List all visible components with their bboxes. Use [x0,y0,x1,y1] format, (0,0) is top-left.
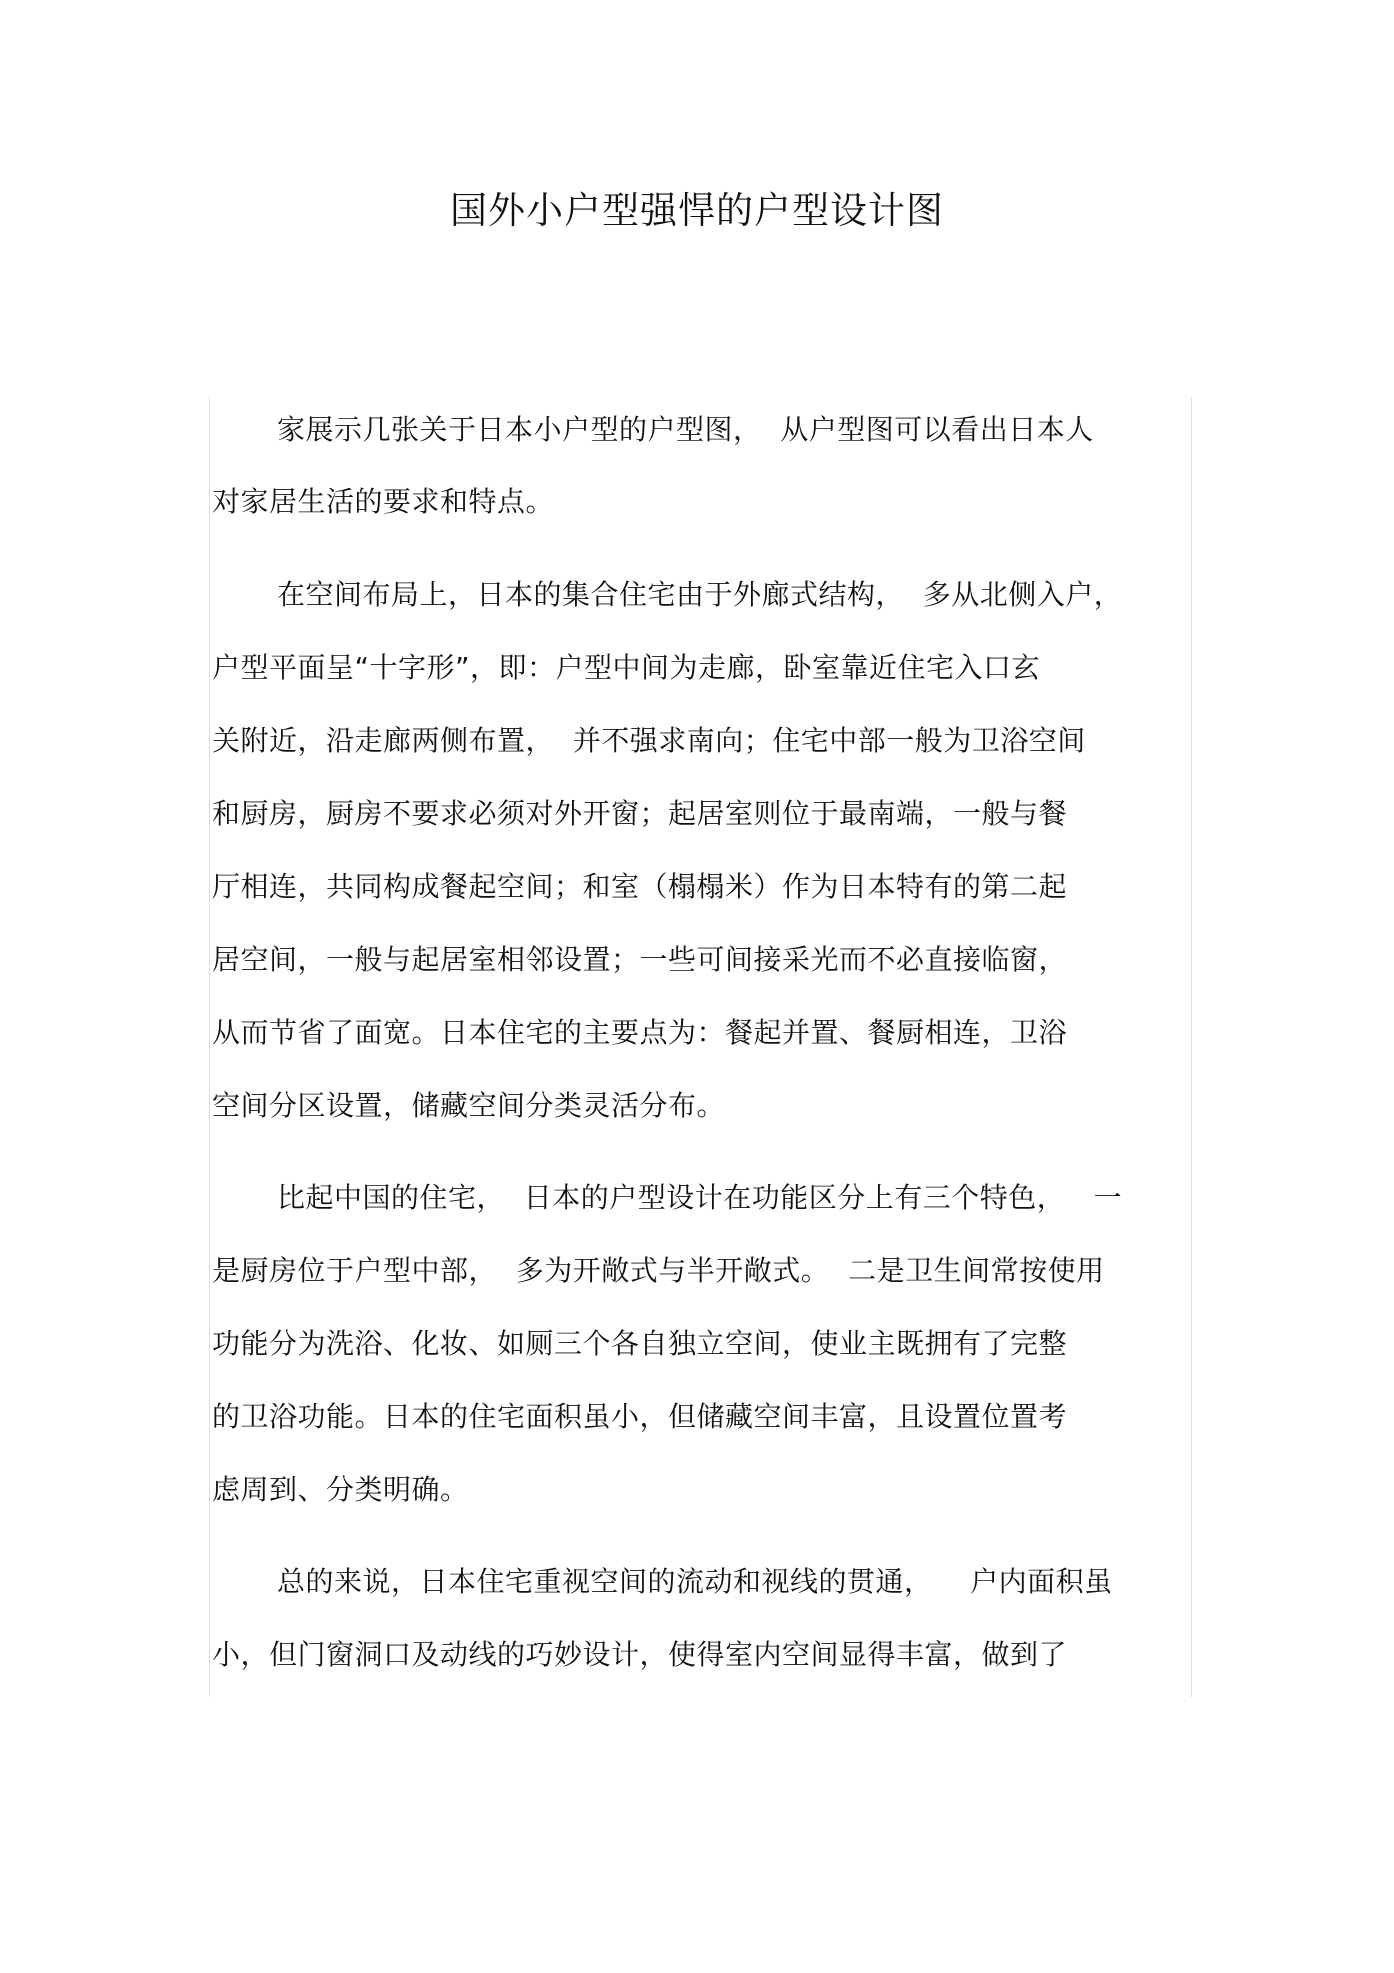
paragraph-2-line-2: 户型平面呈“十字形”，即：户型中间为走廊，卧室靠近住宅入口玄 [212,651,1041,684]
paragraph-1-line-1: 家展示几张关于日本小户型的户型图， 从户型图可以看出日本人 [277,413,1094,446]
paragraph-1-line-2: 对家居生活的要求和特点。 [212,485,555,518]
paragraph-2-line-8: 空间分区设置，储藏空间分类灵活分布。 [212,1089,726,1122]
document-title: 国外小户型强悍的户型设计图 [450,189,944,232]
paragraph-2-line-3: 关附近，沿走廊两侧布置， 并不强求南向；住宅中部一般为卫浴空间 [212,724,1086,757]
paragraph-2-line-5: 厅相连，共同构成餐起空间；和室（榻榻米）作为日本特有的第二起 [212,870,1068,903]
paragraph-2-line-7: 从而节省了面宽。日本住宅的主要点为：餐起并置、餐厨相连，卫浴 [212,1016,1068,1049]
paragraph-3-line-1: 比起中国的住宅， 日本的户型设计在功能区分上有三个特色， 一 [277,1181,1123,1214]
paragraph-2-line-1: 在空间布局上，日本的集合住宅由于外廊式结构， 多从北侧入户， [277,578,1123,611]
paragraph-3-line-3: 功能分为洗浴、化妆、如厕三个各自独立空间，使业主既拥有了完整 [212,1327,1068,1360]
paragraph-3-line-5: 虑周到、分类明确。 [212,1473,469,1506]
paragraph-4-line-1: 总的来说，日本住宅重视空间的流动和视线的贯通， 户内面积虽 [277,1565,1113,1598]
paragraph-2-line-4: 和厨房，厨房不要求必须对外开窗；起居室则位于最南端，一般与餐 [212,797,1068,830]
paragraph-3-line-4: 的卫浴功能。日本的住宅面积虽小，但储藏空间丰富，且设置位置考 [212,1400,1068,1433]
paragraph-2-line-6: 居空间，一般与起居室相邻设置；一些可间接采光而不必直接临窗， [212,943,1068,976]
paragraph-3-line-2: 是厨房位于户型中部， 多为开敞式与半开敞式。 二是卫生间常按使用 [212,1254,1105,1287]
paragraph-4-line-2: 小，但门窗洞口及动线的巧妙设计，使得室内空间显得丰富，做到了 [212,1638,1068,1671]
